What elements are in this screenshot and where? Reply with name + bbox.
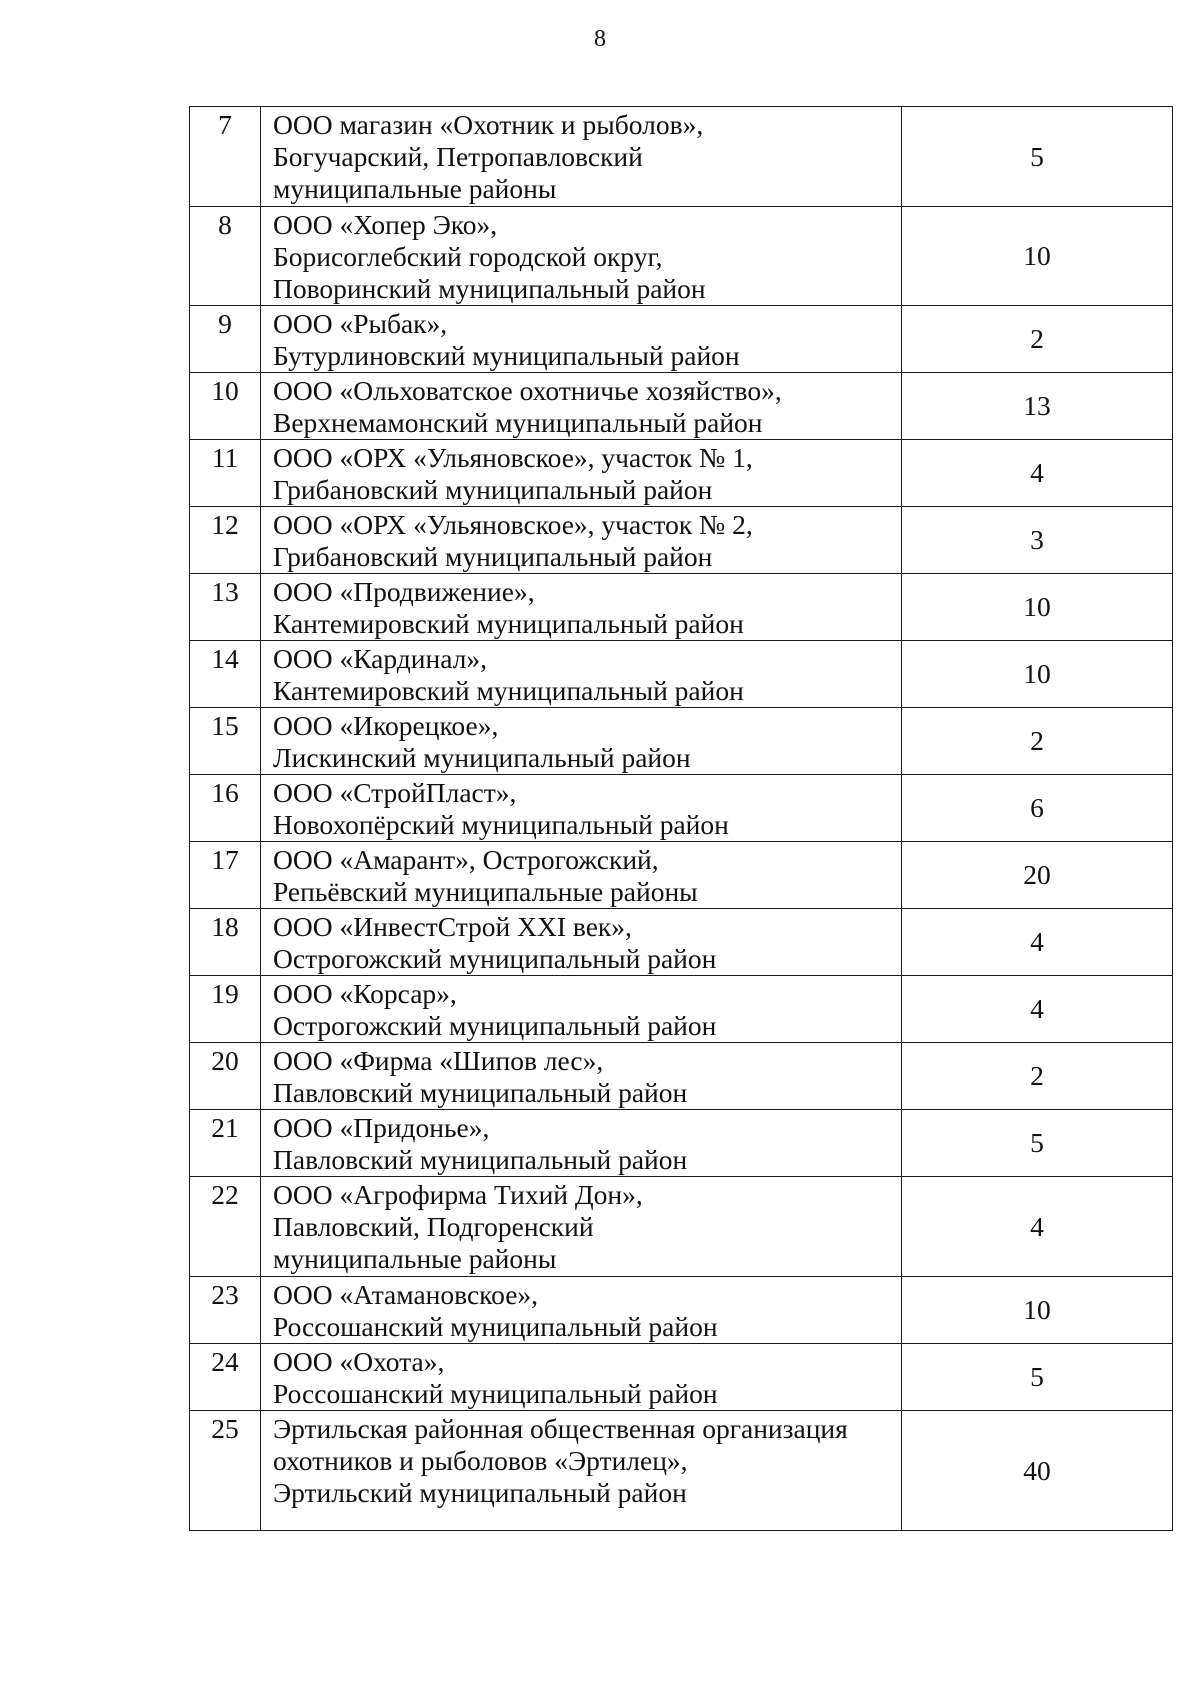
organization-text-line: Верхнемамонский муниципальный район (273, 407, 763, 438)
quantity-cell: 3 (902, 507, 1173, 574)
quantity-cell: 5 (902, 107, 1173, 207)
organization-cell (261, 842, 902, 909)
page-number: 8 (594, 26, 606, 52)
table-row (190, 107, 1173, 207)
organization-text-line: ООО «Хопер Эко», (273, 209, 498, 240)
organization-cell (261, 373, 902, 440)
organization-text-line: Кантемировский муниципальный район (273, 675, 744, 706)
organization-text-line: Кантемировский муниципальный район (273, 608, 744, 639)
organization-cell (261, 1177, 902, 1277)
table-row (190, 909, 1173, 976)
organization-cell (261, 507, 902, 574)
organization-text-line: ООО «СтройПласт», (273, 777, 517, 808)
quantity-cell: 10 (902, 1277, 1173, 1344)
organization-text-line: Павловский, Подгоренский (273, 1211, 594, 1242)
table-body (190, 107, 1173, 1531)
table-row (190, 708, 1173, 775)
organization-text-line: Россошанский муниципальный район (273, 1311, 718, 1342)
quantity-cell: 13 (902, 373, 1173, 440)
organization-text-line: Эртильская районная общественная организация (273, 1413, 848, 1444)
organization-text-line: Новохопёрский муниципальный район (273, 809, 729, 840)
quantity-cell: 6 (902, 775, 1173, 842)
organization-text-line: Репьёвский муниципальные районы (273, 876, 698, 907)
organization-cell (261, 207, 902, 306)
organization-cell (261, 1411, 902, 1531)
organization-text-line: Поворинский муниципальный район (273, 273, 706, 304)
table-row (190, 574, 1173, 641)
quantity-cell: 20 (902, 842, 1173, 909)
quantity-cell: 4 (902, 976, 1173, 1043)
row-number-cell: 11 (190, 440, 261, 507)
table-row (190, 641, 1173, 708)
table-row (190, 1177, 1173, 1277)
organization-cell (261, 775, 902, 842)
organization-text-line: Богучарский, Петропавловский (273, 141, 643, 172)
table-row (190, 1344, 1173, 1411)
organization-text-line: ООО «Ольховатское охотничье хозяйство», (273, 375, 782, 406)
table-row (190, 842, 1173, 909)
organization-text-line: ООО «Икорецкое», (273, 710, 499, 741)
organization-text-line: Лискинский муниципальный район (273, 742, 691, 773)
row-number-cell: 8 (190, 207, 261, 306)
organization-text-line: Эртильский муниципальный район (273, 1477, 687, 1508)
row-number-cell: 23 (190, 1277, 261, 1344)
row-number-cell: 13 (190, 574, 261, 641)
hunting-grounds-table (189, 106, 1173, 1531)
organization-cell (261, 976, 902, 1043)
organization-text-line: Павловский муниципальный район (273, 1077, 688, 1108)
row-number-cell: 9 (190, 306, 261, 373)
organization-text-line: ООО «ОРХ «Ульяновское», участок № 2, (273, 509, 753, 540)
organization-text-line: Россошанский муниципальный район (273, 1378, 718, 1409)
organization-cell (261, 306, 902, 373)
organization-text-line: Острогожский муниципальный район (273, 1010, 717, 1041)
organization-text-line: ООО «ОРХ «Ульяновское», участок № 1, (273, 442, 753, 473)
quantity-cell: 5 (902, 1110, 1173, 1177)
row-number-cell: 22 (190, 1177, 261, 1277)
quantity-cell: 10 (902, 207, 1173, 306)
row-number-cell: 14 (190, 641, 261, 708)
organization-text-line: Острогожский муниципальный район (273, 943, 717, 974)
row-number-cell: 19 (190, 976, 261, 1043)
table-row (190, 1411, 1173, 1531)
organization-text-line: охотников и рыболовов «Эртилец», (273, 1445, 688, 1476)
organization-text-line: Грибановский муниципальный район (273, 474, 713, 505)
table-row (190, 1110, 1173, 1177)
organization-text-line: муниципальные районы (273, 1243, 557, 1274)
row-number-cell: 18 (190, 909, 261, 976)
row-number-cell: 20 (190, 1043, 261, 1110)
organization-text-line: ООО «Рыбак», (273, 308, 448, 339)
organization-text-line: ООО «Кардинал», (273, 643, 487, 674)
organization-cell (261, 107, 902, 207)
table-row (190, 775, 1173, 842)
quantity-cell: 4 (902, 909, 1173, 976)
quantity-cell: 40 (902, 1411, 1173, 1531)
organization-cell (261, 909, 902, 976)
organization-text-line: Павловский муниципальный район (273, 1144, 688, 1175)
row-number-cell: 7 (190, 107, 261, 207)
quantity-cell: 10 (902, 574, 1173, 641)
quantity-cell: 10 (902, 641, 1173, 708)
table-row (190, 976, 1173, 1043)
quantity-cell: 4 (902, 1177, 1173, 1277)
table-row (190, 373, 1173, 440)
organization-cell (261, 574, 902, 641)
organization-text-line: Бутурлиновский муниципальный район (273, 340, 740, 371)
organization-cell (261, 1110, 902, 1177)
table-row (190, 306, 1173, 373)
table-row (190, 207, 1173, 306)
organization-text-line: ООО «Атамановское», (273, 1279, 539, 1310)
row-number-cell: 17 (190, 842, 261, 909)
row-number-cell: 10 (190, 373, 261, 440)
table-row (190, 507, 1173, 574)
organization-text-line: ООО магазин «Охотник и рыболов», (273, 109, 704, 140)
organization-text-line: ООО «Фирма «Шипов лес», (273, 1045, 604, 1076)
row-number-cell: 21 (190, 1110, 261, 1177)
quantity-cell: 2 (902, 708, 1173, 775)
table-row (190, 1043, 1173, 1110)
row-number-cell: 16 (190, 775, 261, 842)
row-number-cell: 24 (190, 1344, 261, 1411)
organization-text-line: муниципальные районы (273, 173, 557, 204)
organization-text-line: ООО «Придонье», (273, 1112, 490, 1143)
organization-text-line: ООО «Корсар», (273, 978, 457, 1009)
organization-cell (261, 1277, 902, 1344)
organization-cell (261, 1043, 902, 1110)
quantity-cell: 2 (902, 306, 1173, 373)
organization-text-line: Борисоглебский городской округ, (273, 241, 663, 272)
quantity-cell: 4 (902, 440, 1173, 507)
organization-text-line: ООО «Продвижение», (273, 576, 535, 607)
organization-cell (261, 641, 902, 708)
row-number-cell: 12 (190, 507, 261, 574)
organization-text-line: ООО «Охота», (273, 1346, 445, 1377)
quantity-cell: 5 (902, 1344, 1173, 1411)
organization-text-line: ООО «Амарант», Острогожский, (273, 844, 659, 875)
organization-cell (261, 440, 902, 507)
table-row (190, 1277, 1173, 1344)
organization-cell (261, 1344, 902, 1411)
quantity-cell: 2 (902, 1043, 1173, 1110)
organization-text-line: Грибановский муниципальный район (273, 541, 713, 572)
organization-text-line: ООО «ИнвестСтрой XXI век», (273, 911, 632, 942)
row-number-cell: 25 (190, 1411, 261, 1531)
organization-cell (261, 708, 902, 775)
organization-text-line: ООО «Агрофирма Тихий Дон», (273, 1179, 643, 1210)
row-number-cell: 15 (190, 708, 261, 775)
table-row (190, 440, 1173, 507)
